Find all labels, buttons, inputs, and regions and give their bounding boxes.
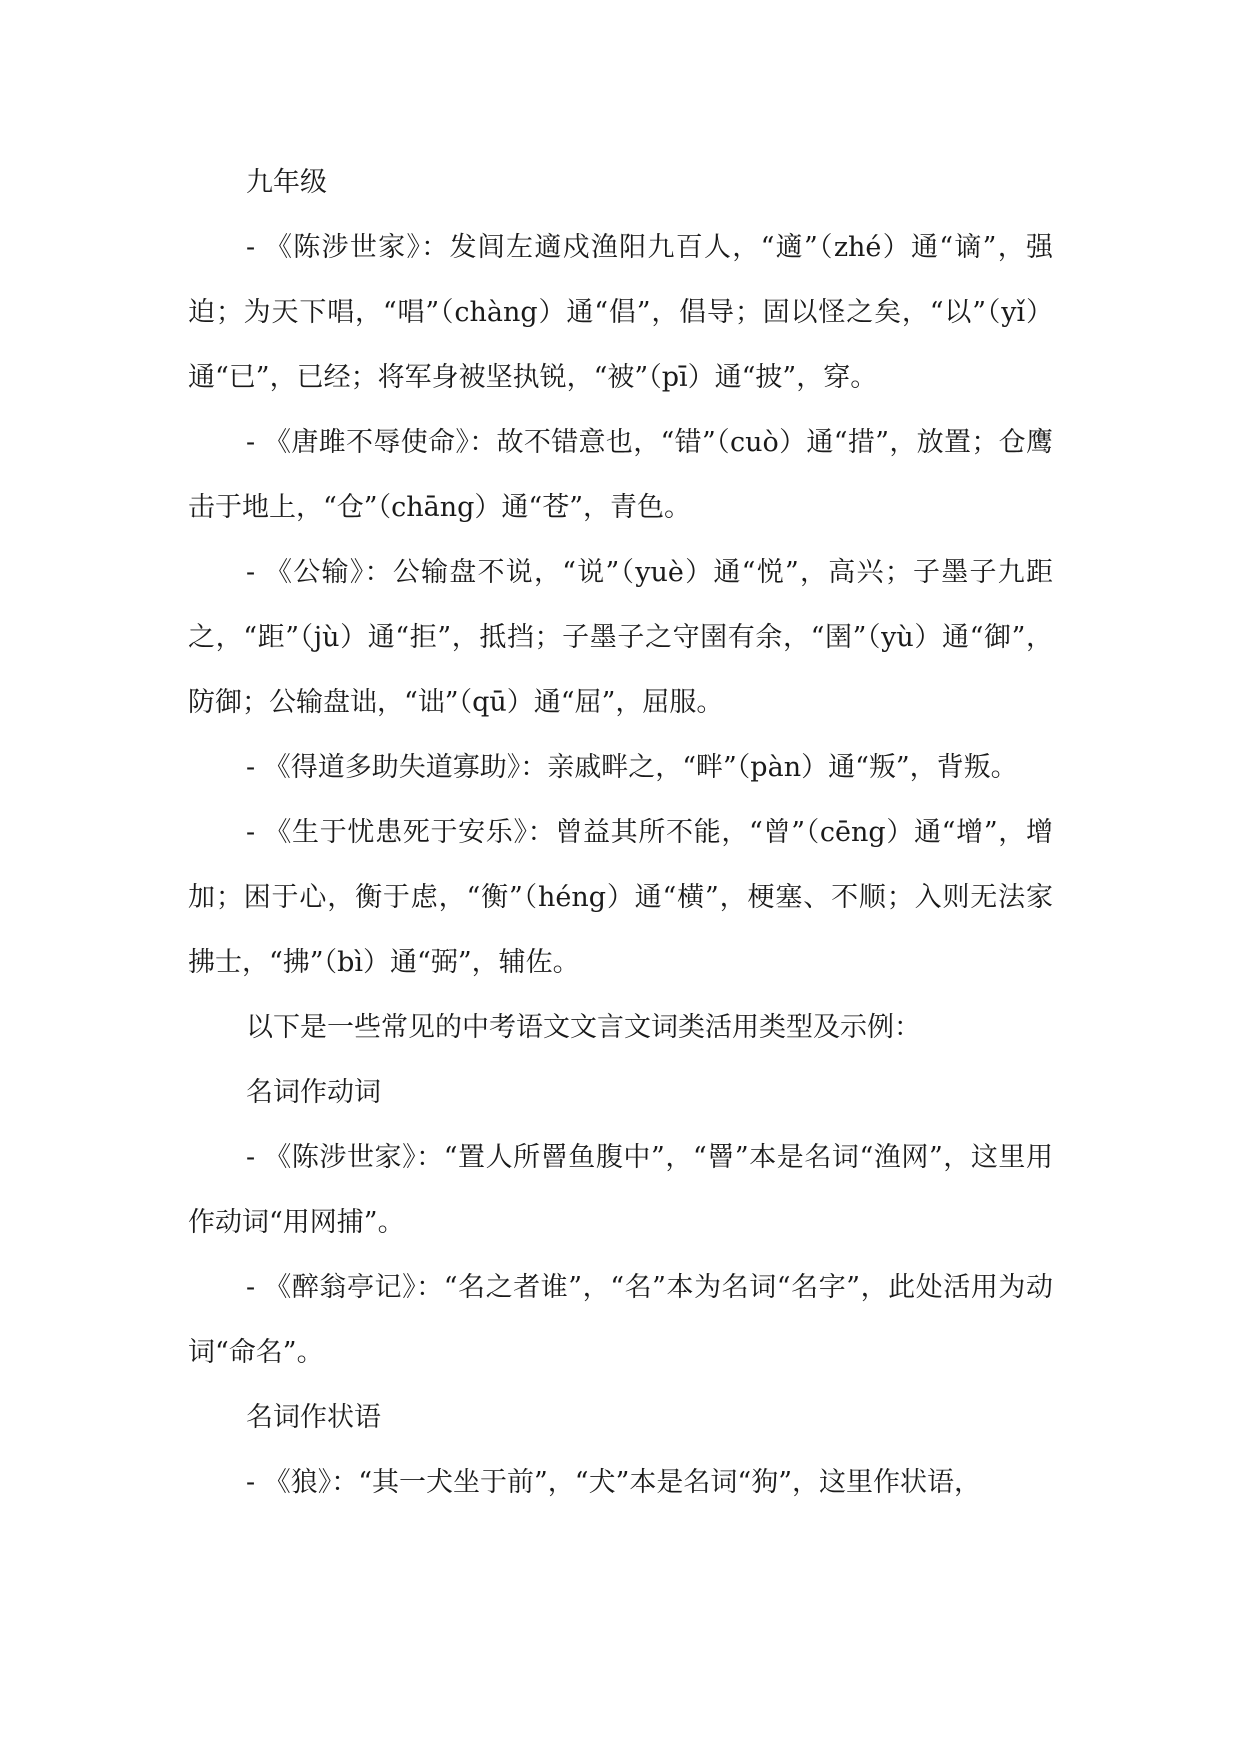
paragraph: - 《公输》：公输盘不说，“说”（yuè）通“悦”，高兴；子墨子九距之，“距”（jù）通“拒”，抵挡；子墨子之守圉有余，“圉”（yù）通“御”，防御；公输盘诎，“诎”（qū）通“屈”，屈服。: [188, 557, 1053, 718]
paragraph: - 《生于忧患死于安乐》：曾益其所不能，“曾”（cēng）通“增”，增加；困于心，衡于虑，“衡”（héng）通“横”，梗塞、不顺；入则无法家拂士，“拂”（bì）通“弼”，辅佐。: [188, 817, 1053, 978]
document-page: [188, 150, 1053, 1515]
paragraph: - 《得道多助失道寡助》：亲戚畔之，“畔”（pàn）通“叛”，背叛。: [246, 752, 1018, 783]
section-heading: 名词作动词: [246, 1077, 381, 1108]
paragraph: - 《陈涉世家》：“置人所罾鱼腹中”，“罾”本是名词“渔网”，这里用作动词“用网捕”。: [188, 1142, 1053, 1238]
paragraph: - 《陈涉世家》：发闾左適戍渔阳九百人，“適”（zhé）通“谪”，强迫；为天下唱，“唱”（chàng）通“倡”，倡导；固以怪之矣，“以”（yǐ）通“已”，已经；将军身被坚执锐，“被”（pī）通“披”，穿。: [188, 232, 1053, 393]
paragraph: - 《唐雎不辱使命》：故不错意也，“错”（cuò）通“措”，放置；仓鹰击于地上，“仓”（chāng）通“苍”，青色。: [188, 427, 1053, 523]
paragraph: 以下是一些常见的中考语文文言文词类活用类型及示例：: [246, 1012, 921, 1043]
paragraph: - 《狼》：“其一犬坐于前”，“犬”本是名词“狗”，这里作状语，: [246, 1467, 982, 1498]
section-heading: 九年级: [246, 167, 327, 198]
section-heading: 名词作状语: [246, 1402, 381, 1433]
paragraph: - 《醉翁亭记》：“名之者谁”，“名”本为名词“名字”，此处活用为动词“命名”。: [188, 1272, 1053, 1368]
